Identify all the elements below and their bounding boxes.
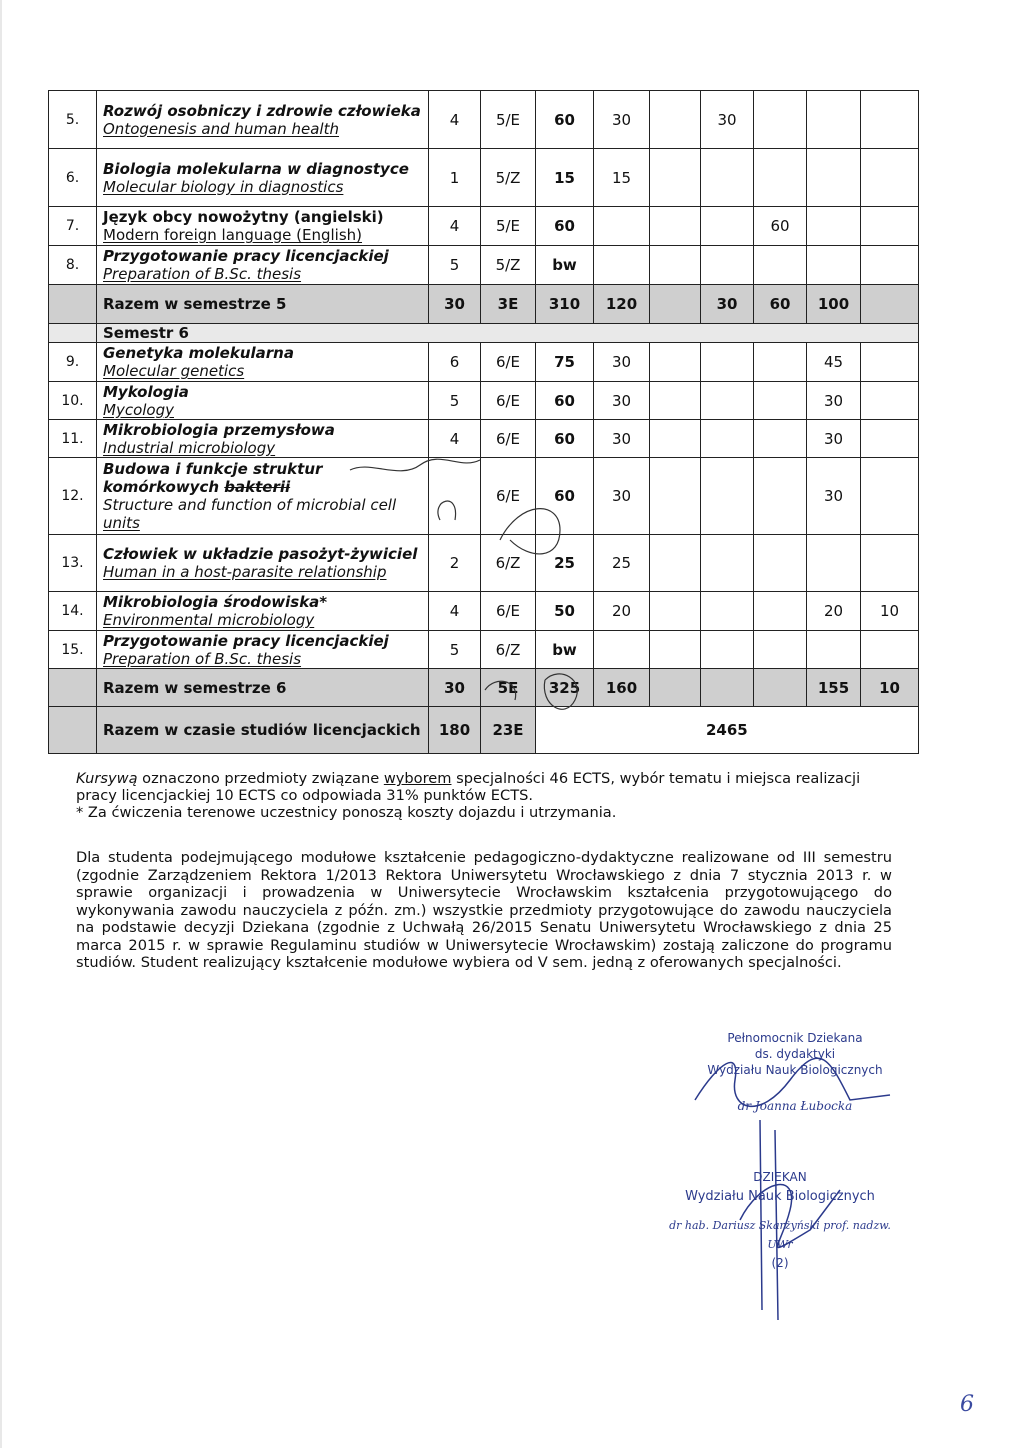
blank-cell [49,669,97,707]
note-field-exercises: * Za ćwiczenia terenowe uczestnicy ponoszą koszty dojazdu i utrzymania. [76,804,617,821]
blank-cell [49,707,97,754]
value-cell: 30 [594,458,650,535]
course-name-en: Molecular biology in diagnostics [103,177,344,196]
sum-value-cell: 3E [481,285,536,324]
blank-cell [49,285,97,324]
course-name-en: Mycology [103,400,174,419]
course-name-en: Preparation of B.Sc. thesis [103,265,302,283]
value-cell [754,246,807,285]
table-row [49,207,919,246]
value-cell: 10 [861,592,919,631]
value-cell: 6/E [481,382,536,420]
value-cell [754,592,807,631]
value-cell [701,246,754,285]
value-cell [861,420,919,458]
page-number: 6 [960,1392,974,1417]
value-cell: 60 [536,207,594,246]
value-cell: 30 [594,343,650,382]
row-number: 13. [49,535,97,592]
row-number: 6. [49,149,97,207]
course-name-pl: Mikrobiologia przemysłowa [103,420,335,439]
sum-value-cell [701,669,754,707]
value-cell [701,535,754,592]
course-name-pl: Człowiek w układzie pasożyt-żywiciel [103,545,418,563]
value-cell: 25 [536,535,594,592]
value-cell [701,592,754,631]
value-cell: 4 [429,207,481,246]
value-cell [754,458,807,535]
stamp1-line1: Pełnomocnik Dziekana [727,1031,863,1045]
value-cell [701,149,754,207]
value-cell [807,149,861,207]
value-cell: 5/Z [481,149,536,207]
value-cell [861,343,919,382]
row-number: 12. [49,458,97,535]
value-cell: 15 [536,149,594,207]
stamp2-line3: dr hab. Dariusz Skarżyński prof. nadzw. UWr [669,1219,891,1251]
value-cell [650,420,701,458]
course-name-en: Modern foreign language (English) [103,226,363,244]
table-row [49,420,919,458]
table-row [49,535,919,592]
value-cell: 6/E [481,343,536,382]
stamp-deputy-dean [700,1030,890,1114]
value-cell: 60 [536,91,594,149]
table-row [49,246,919,285]
course-title [97,535,429,592]
sum-value-cell: 10 [861,669,919,707]
value-cell [650,382,701,420]
note-choice: Kursywą oznaczono przedmioty związane wyborem specjalności 46 ECTS, wybór tematu i miejsca realizacji pracy licencjackiej 10 ECTS co odpowiada 31% punktów ECTS. [76,770,861,804]
total-exams: 23E [481,707,536,754]
sum-value-cell: 325 [536,669,594,707]
total-ects: 180 [429,707,481,754]
value-cell [429,458,481,535]
value-cell [701,420,754,458]
course-name-en-2: units [103,514,140,532]
course-name-en: Preparation of B.Sc. thesis [103,649,302,668]
value-cell [861,149,919,207]
sum-value-cell [650,285,701,324]
value-cell: 30 [594,420,650,458]
course-title [97,207,429,246]
sum-label: Razem w semestrze 5 [97,285,429,324]
course-name-pl-2 [103,478,422,496]
value-cell: 5/E [481,91,536,149]
table-row [49,149,919,207]
value-cell [701,382,754,420]
course-title [97,382,429,420]
value-cell: 5 [429,246,481,285]
sum-value-cell: 100 [807,285,861,324]
table-row [49,592,919,631]
table-row [49,343,919,382]
value-cell: bw [536,246,594,285]
stamp-dean [660,1168,900,1273]
value-cell: 60 [536,420,594,458]
value-cell: 60 [754,207,807,246]
course-title [97,91,429,149]
value-cell [754,91,807,149]
value-cell [807,535,861,592]
sum-value-cell: 30 [429,285,481,324]
course-name-pl: Mikrobiologia środowiska* [103,593,328,611]
value-cell [861,91,919,149]
course-name-pl: Biologia molekularna w diagnostyce [103,159,409,178]
course-name-pl-2a: komórkowych [103,478,220,496]
value-cell: 45 [807,343,861,382]
row-number: 8. [49,246,97,285]
value-cell: 6/E [481,458,536,535]
sum-value-cell: 60 [754,285,807,324]
course-name-pl: Genetyka molekularna [103,344,294,362]
course-name-pl: Przygotowanie pracy licencjackiej [103,631,389,650]
value-cell: 6/Z [481,631,536,669]
value-cell [861,382,919,420]
value-cell [861,246,919,285]
value-cell: 30 [807,458,861,535]
value-cell: 5 [429,382,481,420]
table-row [49,324,919,343]
value-cell [861,207,919,246]
decision-paragraph: Dla studenta podejmującego modułowe kształcenie pedagogiczno-dydaktyczne realizowane od III semestru (zgodnie Zarządzeniem Rektora 1/2013 Rektora Uniwersytetu Wrocławskiego z dnia 7 stycznia 2013 r. w sprawie organizacji i prowadzenia w Uniwersytecie Wrocławskim kształcenia przygotowującego do wykonywania zawodu nauczyciela z późn. zm.) wszystkie przedmioty przygotowujące do zawodu nauczyciela na podstawie decyzji Dziekana (zgodnie z Uchwałą 26/2015 Senatu Uniwersytetu Wrocławskiego z dnia 25 marca 2015 r. w sprawie Regulaminu studiów w Uniwersytecie Wrocławskim) zostają zaliczone do programu studiów. Student realizujący kształcenie modułowe wybiera od V sem. jedną z oferowanych specjalności. [76,849,892,971]
value-cell: 4 [429,420,481,458]
value-cell: 30 [594,91,650,149]
value-cell: 6 [429,343,481,382]
value-cell: 30 [807,420,861,458]
course-name-en: Human in a host-parasite relationship [103,563,387,581]
table-row [49,458,919,535]
row-number: 10. [49,382,97,420]
semester-header: Semestr 6 [97,324,919,343]
course-name-en: Industrial microbiology [103,438,276,457]
table-row [49,91,919,149]
value-cell: 30 [807,382,861,420]
value-cell [754,535,807,592]
value-cell [594,246,650,285]
sum-value-cell: 30 [701,285,754,324]
course-name-struck: bakterii [224,478,291,496]
value-cell: 6/E [481,592,536,631]
value-cell: 5/E [481,207,536,246]
row-number: 14. [49,592,97,631]
course-title [97,343,429,382]
course-name-en: Molecular genetics [103,362,245,380]
row-number: 7. [49,207,97,246]
value-cell [701,458,754,535]
value-cell: bw [536,631,594,669]
value-cell [754,420,807,458]
sum-value-cell: 160 [594,669,650,707]
course-table [48,90,919,754]
value-cell [861,535,919,592]
sum-value-cell [754,669,807,707]
value-cell [754,631,807,669]
total-hours: 2465 [536,707,919,754]
value-cell: 6/Z [481,535,536,592]
blank-cell [49,324,97,343]
table-row [49,631,919,669]
course-name-pl: Przygotowanie pracy licencjackiej [103,247,389,265]
value-cell [861,458,919,535]
value-cell [594,631,650,669]
sum-value-cell: 310 [536,285,594,324]
sum-label: Razem w semestrze 6 [97,669,429,707]
sum-value-cell [650,669,701,707]
value-cell [650,91,701,149]
value-cell [650,149,701,207]
course-name-en: Ontogenesis and human health [103,119,339,138]
value-cell [807,91,861,149]
sum-value-cell: 120 [594,285,650,324]
table-row [49,285,919,324]
table-row [49,707,919,754]
value-cell: 60 [536,382,594,420]
value-cell [701,631,754,669]
sum-value-cell [861,285,919,324]
value-cell [807,246,861,285]
value-cell: 20 [807,592,861,631]
stamp1-line4: dr Joanna Łubocka [737,1099,853,1113]
stamp2-line1: DZIEKAN [753,1170,807,1184]
value-cell [807,207,861,246]
value-cell: 20 [594,592,650,631]
value-cell: 6/E [481,420,536,458]
table-body [49,91,919,754]
course-title [97,592,429,631]
stamp1-line2: ds. dydaktyki [754,1047,836,1061]
value-cell: 25 [594,535,650,592]
value-cell [650,343,701,382]
table-row [49,669,919,707]
notes [76,770,892,821]
course-name-pl: Budowa i funkcje struktur [103,460,323,478]
value-cell: 50 [536,592,594,631]
total-label: Razem w czasie studiów licencjackich [97,707,429,754]
course-name-en: Structure and function of microbial cell [103,496,397,514]
value-cell [701,343,754,382]
sum-value-cell: 30 [429,669,481,707]
value-cell [650,592,701,631]
value-cell: 4 [429,592,481,631]
value-cell [650,535,701,592]
course-title [97,246,429,285]
value-cell [754,149,807,207]
value-cell [650,246,701,285]
stamp1-line3: Wydziału Nauk Biologicznych [707,1063,883,1077]
value-cell: 5/Z [481,246,536,285]
course-name-pl: Mykologia [103,382,189,401]
row-number: 9. [49,343,97,382]
value-cell [594,207,650,246]
course-title [97,149,429,207]
sum-value-cell: 5E [481,669,536,707]
sum-value-cell: 155 [807,669,861,707]
course-name-en: Environmental microbiology [103,611,315,629]
table-row [49,382,919,420]
row-number: 15. [49,631,97,669]
course-title [97,458,429,535]
value-cell [650,207,701,246]
value-cell: 75 [536,343,594,382]
value-cell [701,207,754,246]
value-cell: 1 [429,149,481,207]
course-title [97,631,429,669]
value-cell [807,631,861,669]
value-cell [861,631,919,669]
course-title [97,420,429,458]
row-number: 5. [49,91,97,149]
value-cell: 60 [536,458,594,535]
stamp2-line2: Wydziału Nauk Biologicznych [685,1189,875,1204]
value-cell [650,631,701,669]
value-cell: 30 [594,382,650,420]
course-name-pl: Język obcy nowożytny (angielski) [103,208,384,226]
value-cell: 15 [594,149,650,207]
row-number: 11. [49,420,97,458]
value-cell [650,458,701,535]
value-cell [754,343,807,382]
course-name-pl: Rozwój osobniczy i zdrowie człowieka [103,101,421,120]
value-cell: 4 [429,91,481,149]
value-cell [754,382,807,420]
value-cell: 30 [701,91,754,149]
value-cell: 5 [429,631,481,669]
stamp2-line4: (2) [771,1256,789,1270]
value-cell: 2 [429,535,481,592]
